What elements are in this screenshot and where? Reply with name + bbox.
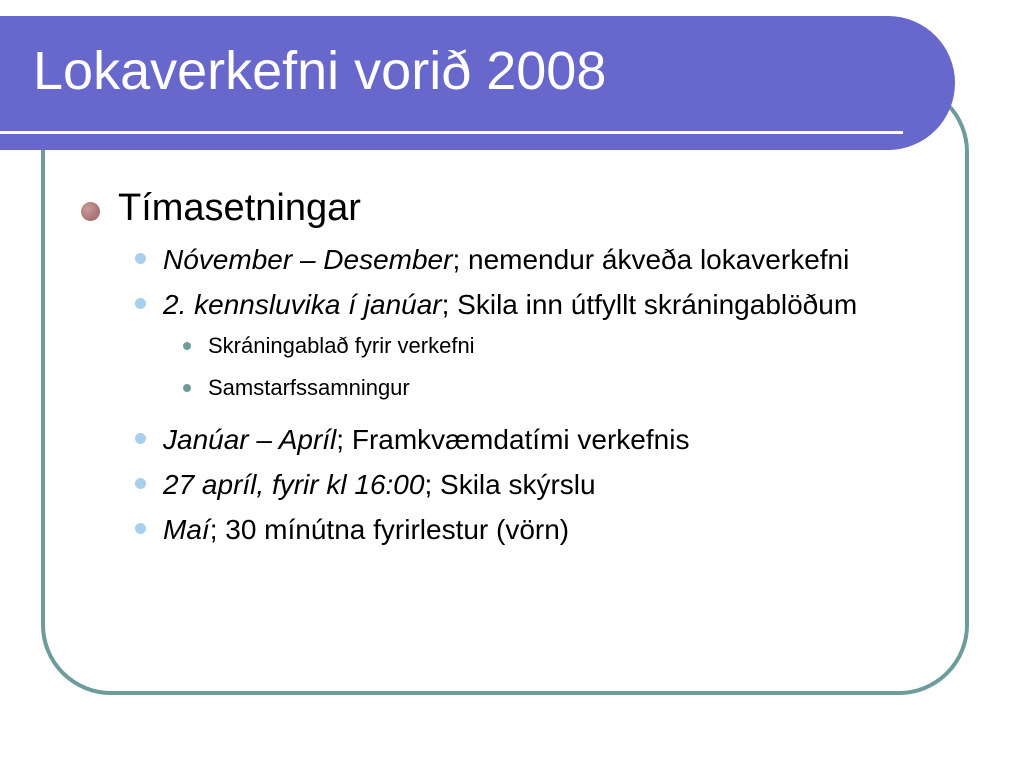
sub-list-item bbox=[80, 330, 950, 362]
item-date: 27 apríl, fyrir kl 16:00 bbox=[163, 468, 425, 500]
bullet-dot-icon bbox=[135, 523, 146, 534]
bullet-dot-icon bbox=[135, 478, 146, 489]
item-date: Janúar – Apríl bbox=[163, 423, 337, 455]
item-text: ; Framkvæmdatími verkefnis bbox=[336, 423, 690, 455]
list-item bbox=[80, 285, 950, 324]
bullet-dot-icon bbox=[135, 298, 146, 309]
list-item bbox=[80, 240, 950, 279]
item-text: ; 30 mínútna fyrirlestur (vörn) bbox=[209, 514, 570, 546]
bullet-dot-icon bbox=[135, 433, 146, 444]
bullet-level1 bbox=[80, 186, 950, 232]
item-date: Nóvember – Desember bbox=[163, 243, 453, 275]
item-text: ; nemendur ákveða lokaverkefni bbox=[452, 243, 850, 275]
list-item bbox=[80, 420, 950, 459]
item-text: ; Skila skýrslu bbox=[424, 468, 596, 500]
sub-item-text: Samstarfssamningur bbox=[208, 374, 410, 400]
list-item bbox=[80, 465, 950, 504]
slide-body bbox=[80, 186, 950, 555]
sub-list-item bbox=[80, 372, 950, 404]
bullet-dot-icon bbox=[183, 342, 191, 350]
title-underline bbox=[0, 131, 903, 134]
slide-title: Lokaverkefni vorið 2008 bbox=[33, 41, 607, 101]
bullet-dot-icon bbox=[81, 202, 100, 221]
bullet-dot-icon bbox=[183, 384, 191, 392]
item-date: Maí bbox=[163, 514, 210, 546]
item-date: 2. kennsluvika í janúar bbox=[163, 288, 442, 320]
list-item bbox=[80, 510, 950, 549]
bullet-dot-icon bbox=[135, 253, 146, 264]
item-text: ; Skila inn útfyllt skráningablöðum bbox=[441, 288, 858, 320]
sub-item-text: Skráningablað fyrir verkefni bbox=[208, 332, 475, 358]
section-heading: Tímasetningar bbox=[118, 187, 361, 229]
